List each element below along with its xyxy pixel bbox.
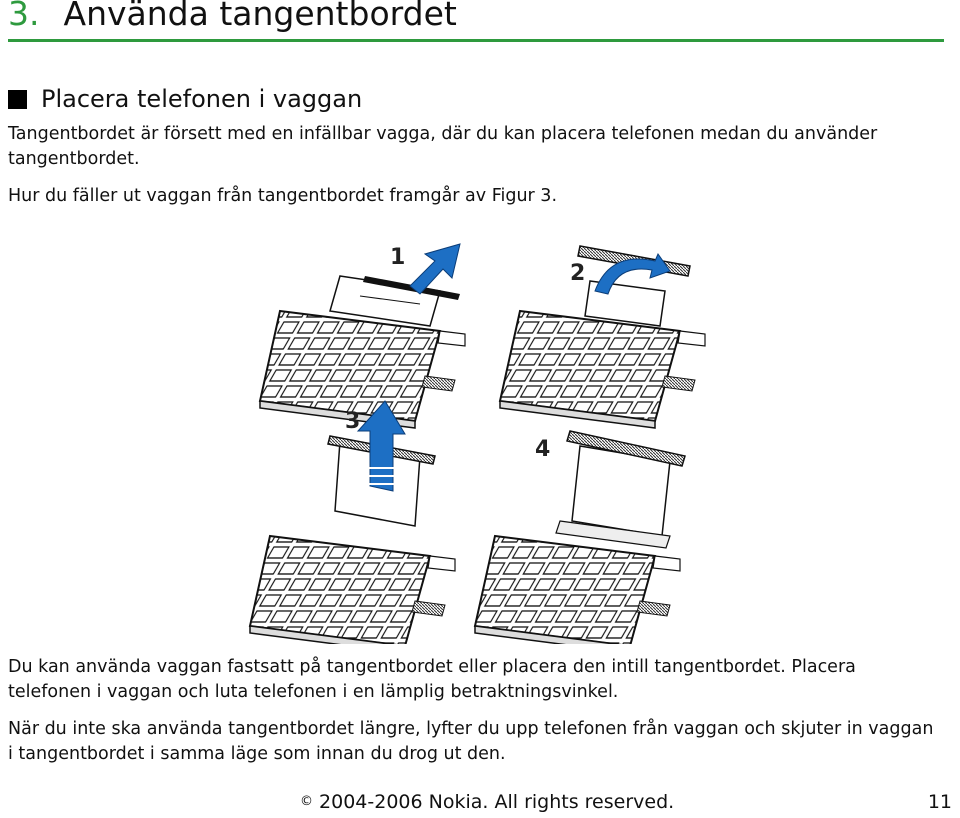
- square-bullet-icon: [8, 90, 27, 109]
- paragraph-intro: Tangentbordet är försett med en infällbar vagga, där du kan placera telefonen medan du använder tangentbordet.: [8, 124, 878, 169]
- section-title: Placera telefonen i vaggan: [41, 85, 363, 113]
- footer-copyright: [300, 789, 674, 815]
- step-4-diagram: [475, 431, 685, 644]
- section-heading: [8, 84, 362, 114]
- step-3-diagram: [250, 401, 455, 644]
- step-2-diagram: [500, 246, 705, 428]
- copyright-icon: ©: [300, 794, 313, 809]
- figure-cradle-steps: [230, 236, 720, 644]
- paragraph-store: När du inte ska använda tangentbordet längre, lyfter du upp telefonen från vaggan och skjuter in vaggan i tangentbordet i samma läge som innan du drog ut den.: [8, 719, 934, 764]
- chapter-title: Använda tangentbordet: [63, 0, 457, 33]
- paragraph-usage: Du kan använda vaggan fastsatt på tangentbordet eller placera den intill tangentbordet. Placera telefonen i vaggan och luta telefonen i en lämplig betraktningsvinkel.: [8, 657, 856, 702]
- chapter-heading: [8, 0, 944, 42]
- chapter-number: 3.: [8, 0, 40, 33]
- step-1-diagram: [260, 244, 465, 428]
- paragraph-figure-ref: Hur du fäller ut vaggan från tangentbordet framgår av Figur 3.: [8, 186, 558, 206]
- step-3-label: 3: [345, 409, 361, 434]
- page-number: 11: [927, 791, 952, 813]
- copyright-text: 2004-2006 Nokia. All rights reserved.: [319, 791, 675, 813]
- step-4-label: 4: [535, 437, 551, 462]
- step-1-label: 1: [390, 245, 406, 270]
- step-2-label: 2: [570, 261, 586, 286]
